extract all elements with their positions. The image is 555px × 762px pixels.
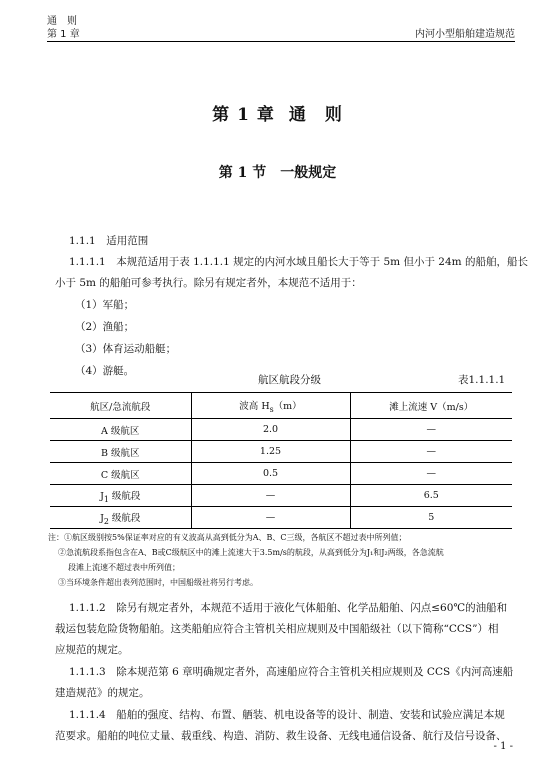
table-cell: $J_1$ 级航段: [50, 485, 191, 507]
table-cell: 2.0: [191, 419, 350, 441]
section-name: 一般规定: [280, 165, 337, 181]
header-rule: [47, 41, 515, 42]
paragraph-line: 建造规范》的规定。: [55, 687, 150, 699]
paragraph-line: 载运包装危险货物船舶。这类船舶应符合主管机关相应规则及中国船级社（以下简称“CCS”）相: [55, 623, 499, 635]
page-number: - 1 -: [493, 741, 513, 752]
table-cell: 0.5: [191, 463, 350, 485]
paragraph-line: 应规范的规定。: [55, 644, 129, 656]
section-number: 第 1 节: [218, 165, 267, 181]
note-line: 注：①航区级别按5%保证率对应的有义波高从高到低分为A、B、C三级，各航区不超过表中所列值；: [48, 533, 407, 542]
table-cell: B 级航区: [50, 441, 191, 463]
table-cell: —: [191, 507, 350, 529]
paragraph-line: 1.1.1.1 本规范适用于表 1.1.1.1 规定的内河水域且船长大于等于 5m 但小于 24m 的船舶，船长: [69, 256, 528, 268]
paragraph-line: 小于 5m 的船舶可参考执行。除另有规定者外，本规范不适用于：: [55, 277, 362, 289]
table-row: [50, 485, 512, 507]
paragraph-line: 范要求。船舶的吨位丈量、载重线、构造、消防、救生设备、无线电通信设备、航行及信号设备、: [55, 730, 507, 742]
table-cell: $J_2$ 级航段: [50, 507, 191, 529]
table-title: 航区航段分级: [258, 374, 321, 386]
column-header: 航区/急流航段: [50, 393, 191, 419]
table-cell: A 级航区: [50, 419, 191, 441]
navigation-zone-table: [50, 392, 512, 529]
header-chapter-number: 第 1 章: [47, 29, 80, 40]
table-row: [50, 507, 512, 529]
section-title: [0, 162, 555, 182]
table-cell: 1.25: [191, 441, 350, 463]
table-row: [50, 463, 512, 485]
table-number: 表1.1.1.1: [458, 374, 506, 386]
header-book-title: 内河小型船舶建造规范: [415, 29, 515, 40]
list-item: （4）游艇。: [75, 365, 135, 377]
note-line: ③当环境条件超出表列范围时，中国船级社将另行考虑。: [58, 578, 258, 587]
table-cell: C 级航区: [50, 463, 191, 485]
column-header: 波高 $H_s(m)$: [191, 393, 350, 419]
table-row: [50, 441, 512, 463]
note-line: 段滩上流速不超过表中所列值；: [68, 563, 180, 572]
table-cell: —: [350, 463, 512, 485]
paragraph-line: 1.1.1.3 除本规范第 6 章明确规定者外，高速船应符合主管机关相应规则及 CCS《内河高速船: [69, 666, 514, 678]
table-row: [50, 419, 512, 441]
chapter-number: 第 1 章: [212, 105, 275, 125]
paragraph-line: 1.1.1.2 除另有规定者外，本规范不适用于液化气体船舶、化学品船舶、闪点≤60℃的油船和: [69, 602, 508, 614]
table-cell: —: [350, 419, 512, 441]
running-header: [47, 25, 515, 40]
table-cell: —: [350, 441, 512, 463]
table-cell: —: [191, 485, 350, 507]
subsection-heading: 1.1.1 适用范围: [69, 235, 149, 247]
list-item: （1）军船；: [75, 299, 135, 311]
paragraph-line: 1.1.1.4 船舶的强度、结构、布置、舾装、机电设备等的设计、制造、安装和试验应满足本规: [69, 709, 505, 721]
column-header: 滩上流速 V（m/s）: [350, 393, 512, 419]
table-cell: 6.5: [350, 485, 512, 507]
chapter-title: [0, 100, 555, 125]
chapter-name: 通 则: [288, 105, 343, 125]
header-chapter-name: 通 则: [47, 16, 77, 27]
table-notes: [48, 530, 518, 590]
table-cell: 5: [350, 507, 512, 529]
note-line: ②急流航段系指包含在A、B或C级航区中的滩上流速大于3.5m/s的航段，从高到低分为J₁和J₂两级，各急流航: [58, 548, 444, 557]
list-item: （2）渔船；: [75, 321, 135, 333]
list-item: （3）体育运动船艇；: [75, 343, 177, 355]
table-header-row: [50, 393, 512, 419]
